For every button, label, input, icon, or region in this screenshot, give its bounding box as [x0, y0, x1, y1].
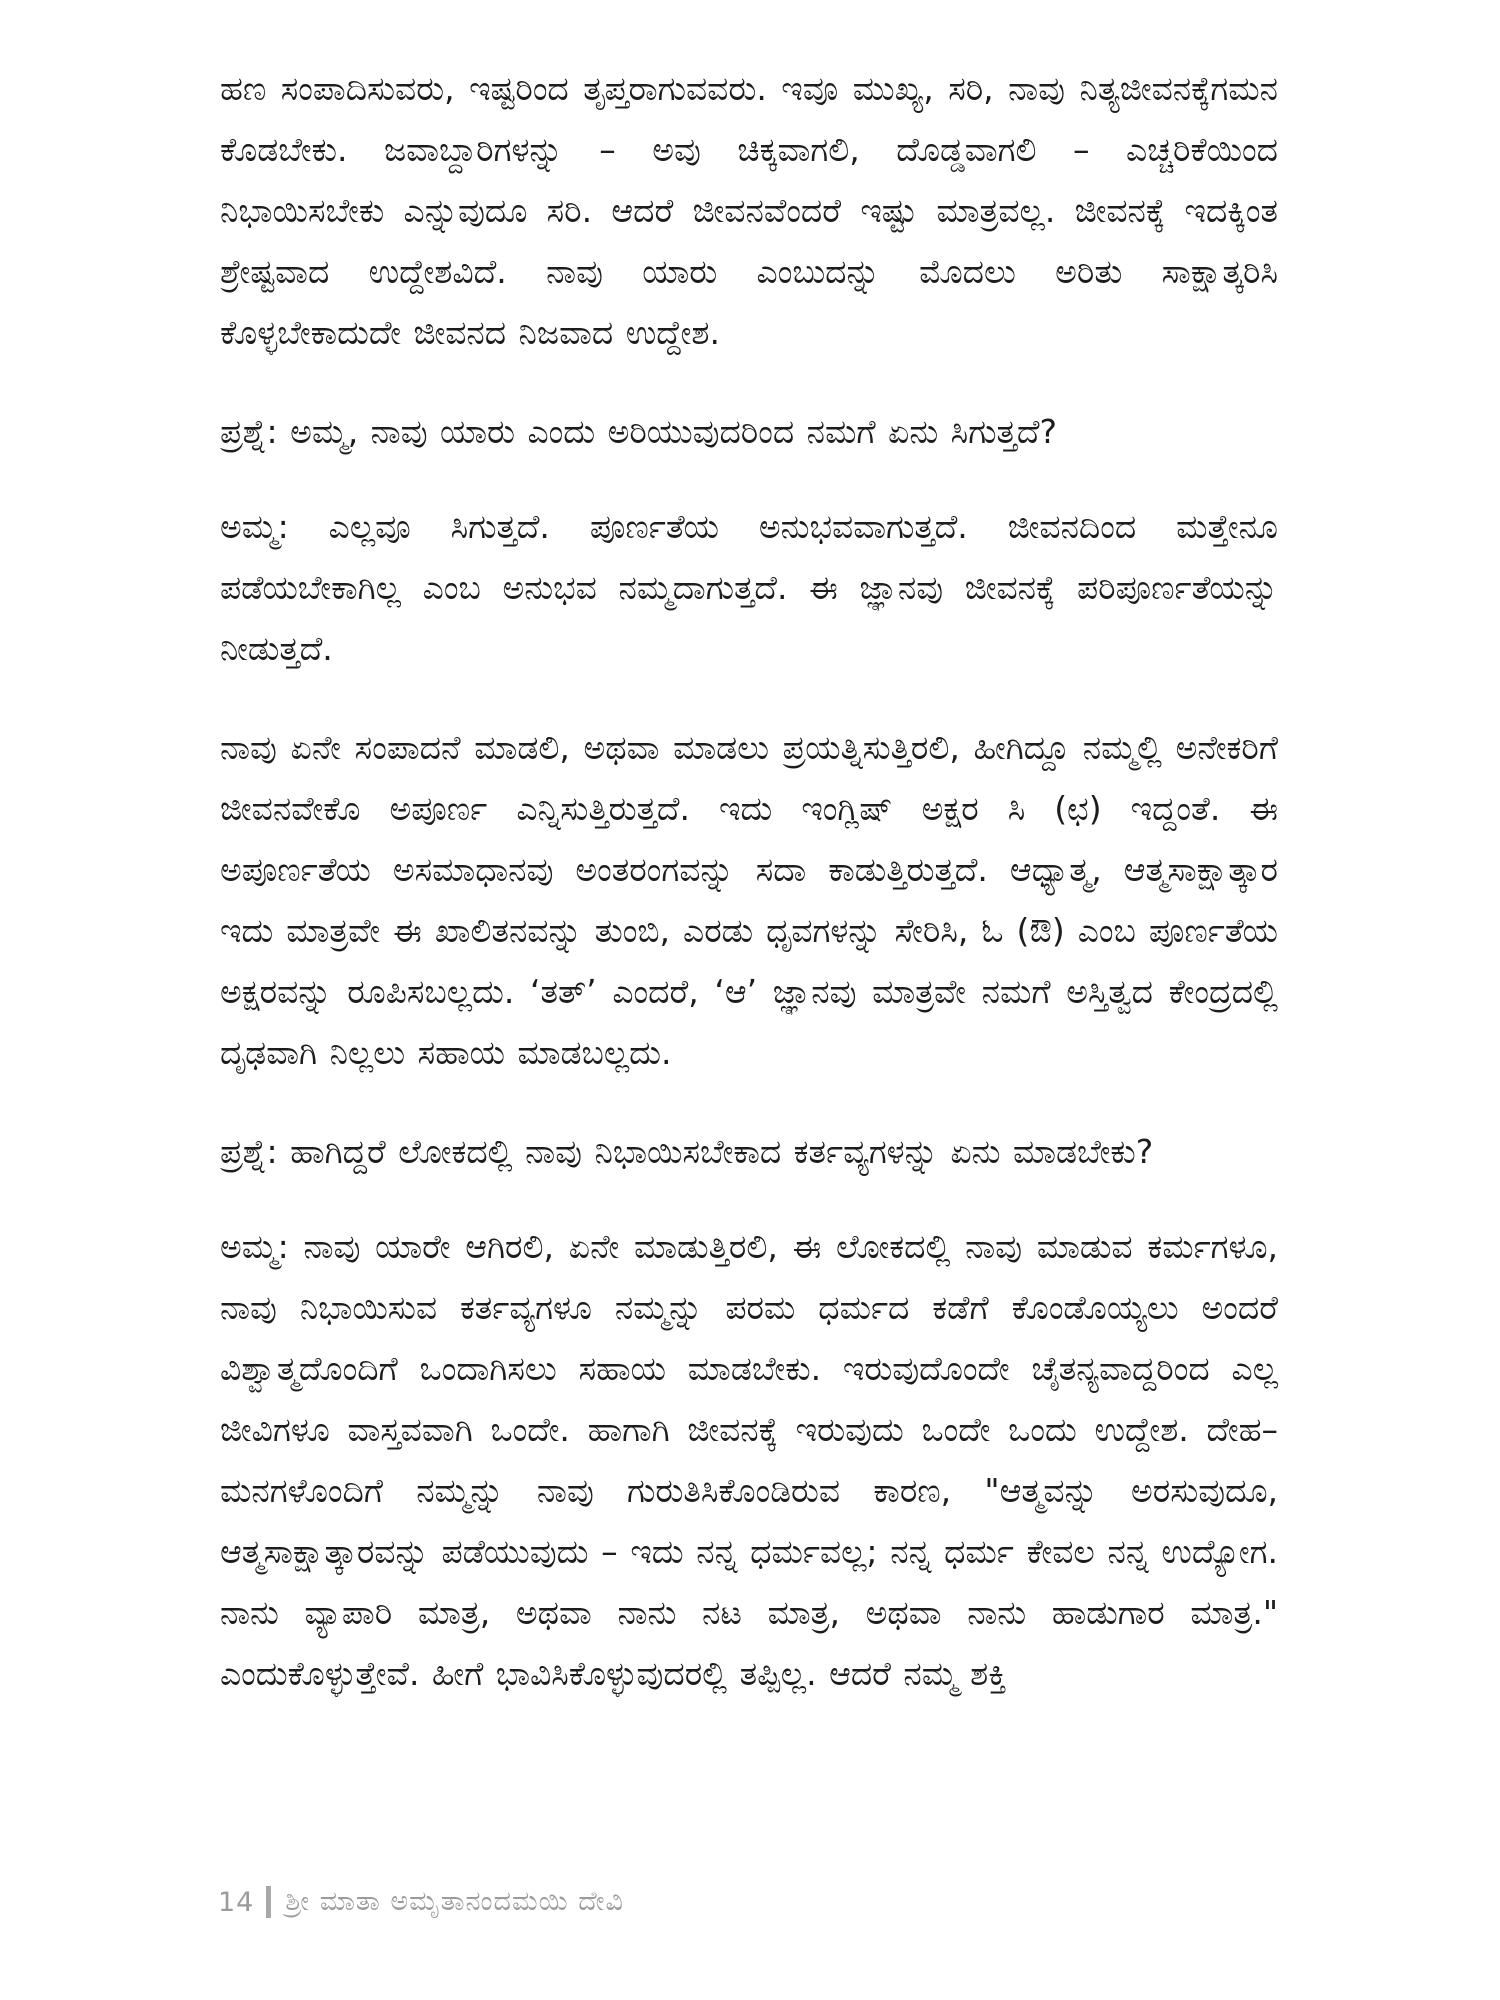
question-2: ಪ್ರಶ್ನೆ: ಹಾಗಿದ್ದರೆ ಲೋಕದಲ್ಲಿ ನಾವು ನಿಭಾಯಿಸಬೇಕಾದ ಕರ್ತವ್ಯಗಳನ್ನು ಏನು ಮಾಡಬೇಕು?: [220, 1132, 1154, 1171]
page-footer: [218, 1882, 624, 1922]
page-body: [220, 58, 1278, 1742]
question-1: ಪ್ರಶ್ನೆ: ಅಮ್ಮ, ನಾವು ಯಾರು ಎಂದು ಅರಿಯುವುದರಿಂದ ನಮಗೆ ಏನು ಸಿಗುತ್ತದೆ?: [220, 412, 1057, 451]
book-title: ಶ್ರೀ ಮಾತಾ ಅಮೃತಾನಂದಮಯಿ ದೇವಿ: [285, 1886, 624, 1917]
paragraph-2: ನಾವು ಏನೇ ಸಂಪಾದನೆ ಮಾಡಲಿ, ಅಥವಾ ಮಾಡಲು ಪ್ರಯತ್ನಿಸುತ್ತಿರಲಿ, ಹೀಗಿದ್ದೂ ನಮ್ಮಲ್ಲಿ ಅನೇಕರಿಗೆ ಜೀವನವೇಕೊ ಅಪೂರ್ಣ ಎನ್ನಿಸುತ್ತಿರುತ್ತದೆ. ಇದು ಇಂಗ್ಲಿಷ್ ಅಕ್ಷರ ಸಿ (ಛ) ಇದ್ದಂತೆ. ಈ ಅಪೂರ್ಣತೆಯ ಅಸಮಾಧಾನವು ಅಂತರಂಗವನ್ನು ಸದಾ ಕಾಡುತ್ತಿರುತ್ತದೆ. ಆಧ್ಯಾತ್ಮ, ಆತ್ಮಸಾಕ್ಷಾತ್ಕಾರ ಇದು ಮಾತ್ರವೇ ಈ ಖಾಲಿತನವನ್ನು ತುಂಬಿ, ಎರಡು ಧೃವಗಳನ್ನು ಸೇರಿಸಿ, ಓ (ಔ) ಎಂಬ ಪೂರ್ಣತೆಯ ಅಕ್ಷರವನ್ನು ರೂಪಿಸಬಲ್ಲದು. ‘ತತ್’ ಎಂದರೆ, ‘ಆ’ ಜ್ಞಾನವು ಮಾತ್ರವೇ ನಮಗೆ ಅಸ್ತಿತ್ವದ ಕೇಂದ್ರದಲ್ಲಿ ದೃಢವಾಗಿ ನಿಲ್ಲಲು ಸಹಾಯ ಮಾಡಬಲ್ಲದು.: [220, 728, 1278, 1072]
page-number: 14: [218, 1886, 255, 1918]
paragraph-1: ಹಣ ಸಂಪಾದಿಸುವರು, ಇಷ್ಟರಿಂದ ತೃಪ್ತರಾಗುವವರು. ಇವೂ ಮುಖ್ಯ, ಸರಿ, ನಾವು ನಿತ್ಯಜೀವನಕ್ಕೆಗಮನ ಕೊಡಬೇಕು. ಜವಾಬ್ದಾರಿಗಳನ್ನು – ಅವು ಚಿಕ್ಕವಾಗಲಿ, ದೊಡ್ಡವಾಗಲಿ – ಎಚ್ಚರಿಕೆಯಿಂದ ನಿಭಾಯಿಸಬೇಕು ಎನ್ನುವುದೂ ಸರಿ. ಆದರೆ ಜೀವನವೆಂದರೆ ಇಷ್ಟು ಮಾತ್ರವಲ್ಲ. ಜೀವನಕ್ಕೆ ಇದಕ್ಕಿಂತ ಶ್ರೇಷ್ಟವಾದ ಉದ್ದೇಶವಿದೆ. ನಾವು ಯಾರು ಎಂಬುದನ್ನು ಮೊದಲು ಅರಿತು ಸಾಕ್ಷಾತ್ಕರಿಸಿ ಕೊಳ್ಳಬೇಕಾದುದೇ ಜೀವನದ ನಿಜವಾದ ಉದ್ದೇಶ.: [220, 69, 1278, 352]
footer-divider: [266, 1886, 271, 1918]
answer-1: ಅಮ್ಮ: ಎಲ್ಲವೂ ಸಿಗುತ್ತದೆ. ಪೂರ್ಣತೆಯ ಅನುಭವವಾಗುತ್ತದೆ. ಜೀವನದಿಂದ ಮತ್ತೇನೂ ಪಡೆಯಬೇಕಾಗಿಲ್ಲ ಎಂಬ ಅನುಭವ ನಮ್ಮದಾಗುತ್ತದೆ. ಈ ಜ್ಞಾನವು ಜೀವನಕ್ಕೆ ಪರಿಪೂರ್ಣತೆಯನ್ನು ನೀಡುತ್ತದೆ.: [220, 507, 1278, 668]
answer-2: ಅಮ್ಮ: ನಾವು ಯಾರೇ ಆಗಿರಲಿ, ಏನೇ ಮಾಡುತ್ತಿರಲಿ, ಈ ಲೋಕದಲ್ಲಿ ನಾವು ಮಾಡುವ ಕರ್ಮಗಳೂ, ನಾವು ನಿಭಾಯಿಸುವ ಕರ್ತವ್ಯಗಳೂ ನಮ್ಮನ್ನು ಪರಮ ಧರ್ಮದ ಕಡೆಗೆ ಕೊಂಡೊಯ್ಯಲು ಅಂದರೆ ವಿಶ್ವಾತ್ಮದೊಂದಿಗೆ ಒಂದಾಗಿಸಲು ಸಹಾಯ ಮಾಡಬೇಕು. ಇರುವುದೊಂದೇ ಚೈತನ್ಯವಾದ್ದರಿಂದ ಎಲ್ಲ ಜೀವಿಗಳೂ ವಾಸ್ತವವಾಗಿ ಒಂದೇ. ಹಾಗಾಗಿ ಜೀವನಕ್ಕೆ ಇರುವುದು ಒಂದೇ ಒಂದು ಉದ್ದೇಶ. ದೇಹ–ಮನಗಳೊಂದಿಗೆ ನಮ್ಮನ್ನು ನಾವು ಗುರುತಿಸಿಕೊಂಡಿರುವ ಕಾರಣ, "ಆತ್ಮವನ್ನು ಅರಸುವುದೂ, ಆತ್ಮಸಾಕ್ಷಾತ್ಕಾರವನ್ನು ಪಡೆಯುವುದು – ಇದು ನನ್ನ ಧರ್ಮವಲ್ಲ; ನನ್ನ ಧರ್ಮ ಕೇವಲ ನನ್ನ ಉದ್ಯೋಗ. ನಾನು ವ್ಯಾಪಾರಿ ಮಾತ್ರ, ಅಥವಾ ನಾನು ನಟ ಮಾತ್ರ, ಅಥವಾ ನಾನು ಹಾಡುಗಾರ ಮಾತ್ರ." ಎಂದುಕೊಳ್ಳುತ್ತೇವೆ. ಹೀಗೆ ಭಾವಿಸಿಕೊಳ್ಳುವುದರಲ್ಲಿ ತಪ್ಪಿಲ್ಲ. ಆದರೆ ನಮ್ಮ ಶಕ್ತಿ: [220, 1227, 1278, 1693]
